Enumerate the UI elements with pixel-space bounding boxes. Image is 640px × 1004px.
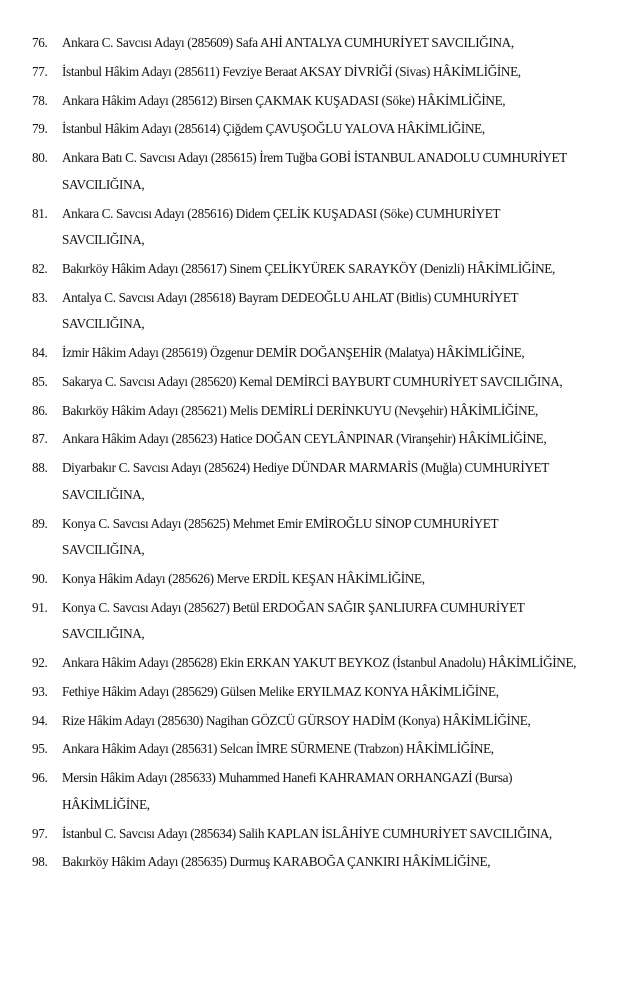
list-item (0, 650, 640, 677)
item-number: 97. (32, 825, 48, 841)
item-text (62, 650, 632, 677)
item-text (62, 116, 632, 143)
item-line: Bakırköy Hâkim Adayı (285621) Melis DEMİRLİ DERİNKUYU (Nevşehir) HÂKİMLİĞİNE, (62, 402, 538, 418)
item-number: 80. (32, 150, 48, 166)
list-item (0, 30, 640, 57)
item-text (62, 88, 632, 115)
item-line: Bakırköy Hâkim Adayı (285617) Sinem ÇELİKYÜREK SARAYKÖY (Denizli) HÂKİMLİĞİNE, (62, 260, 555, 276)
list-item (0, 426, 640, 453)
item-line: Ankara Hâkim Adayı (285628) Ekin ERKAN YAKUT BEYKOZ (İstanbul Anadolu) HÂKİMLİĞİNE, (62, 655, 577, 671)
item-line: Bakırköy Hâkim Adayı (285635) Durmuş KARABOĞA ÇANKIRI HÂKİMLİĞİNE, (62, 854, 491, 870)
item-text (62, 59, 632, 86)
item-line: Mersin Hâkim Adayı (285633) Muhammed Hanefi KAHRAMAN ORHANGAZİ (Bursa) (62, 770, 513, 786)
item-number: 85. (32, 373, 48, 389)
item-line: Antalya C. Savcısı Adayı (285618) Bayram DEDEOĞLU AHLAT (Bitlis) CUMHURİYET (62, 289, 519, 305)
item-line: SAVCILIĞINA, (62, 626, 145, 642)
item-number: 89. (32, 515, 48, 531)
item-number: 91. (32, 599, 48, 615)
item-line: HÂKİMLİĞİNE, (62, 796, 150, 812)
list-item (0, 256, 640, 283)
item-number: 83. (32, 289, 48, 305)
list-item (0, 511, 640, 564)
item-number: 82. (32, 260, 48, 276)
item-line: Ankara Hâkim Adayı (285623) Hatice DOĞAN CEYLÂNPINAR (Viranşehir) HÂKİMLİĞİNE, (62, 431, 547, 447)
item-number: 77. (32, 63, 48, 79)
item-line: SAVCILIĞINA, (62, 176, 145, 192)
item-number: 94. (32, 712, 48, 728)
list-item (0, 116, 640, 143)
list-item (0, 679, 640, 706)
list-item (0, 566, 640, 593)
list-item (0, 201, 640, 254)
item-number: 98. (32, 854, 48, 870)
list-item (0, 708, 640, 735)
item-line: Fethiye Hâkim Adayı (285629) Gülsen Melike ERYILMAZ KONYA HÂKİMLİĞİNE, (62, 683, 499, 699)
item-text (62, 511, 632, 564)
item-number: 96. (32, 770, 48, 786)
item-number: 87. (32, 431, 48, 447)
item-number: 90. (32, 570, 48, 586)
item-line: SAVCILIĞINA, (62, 232, 145, 248)
item-line: İstanbul Hâkim Adayı (285614) Çiğdem ÇAVUŞOĞLU YALOVA HÂKİMLİĞİNE, (62, 121, 485, 137)
item-line: İzmir Hâkim Adayı (285619) Özgenur DEMİR DOĞANŞEHİR (Malatya) HÂKİMLİĞİNE, (62, 345, 525, 361)
list-item (0, 736, 640, 763)
list-item (0, 369, 640, 396)
list-item (0, 145, 640, 198)
list-item (0, 340, 640, 367)
item-text (62, 201, 632, 254)
item-line: Ankara C. Savcısı Adayı (285609) Safa AHİ ANTALYA CUMHURİYET SAVCILIĞINA, (62, 35, 514, 50)
item-text (62, 765, 632, 818)
item-text (62, 369, 632, 396)
item-line: Konya C. Savcısı Adayı (285625) Mehmet Emir EMİROĞLU SİNOP CUMHURİYET (62, 515, 499, 531)
item-text (62, 30, 632, 57)
item-text (62, 821, 632, 848)
item-text (62, 145, 632, 198)
item-text (62, 595, 632, 648)
list-item (0, 88, 640, 115)
item-number: 76. (32, 35, 48, 50)
item-line: SAVCILIĞINA, (62, 486, 145, 502)
item-line: Ankara Hâkim Adayı (285612) Birsen ÇAKMAK KUŞADASI (Söke) HÂKİMLİĞİNE, (62, 92, 506, 108)
item-text (62, 849, 632, 876)
item-text (62, 679, 632, 706)
item-line: Rize Hâkim Adayı (285630) Nagihan GÖZCÜ GÜRSOY HADİM (Konya) HÂKİMLİĞİNE, (62, 712, 531, 728)
list-item (0, 285, 640, 338)
item-number: 78. (32, 92, 48, 108)
appointment-list (0, 30, 640, 878)
item-text (62, 285, 632, 338)
item-number: 84. (32, 345, 48, 361)
list-item (0, 59, 640, 86)
item-line: Ankara Hâkim Adayı (285631) Selcan İMRE SÜRMENE (Trabzon) HÂKİMLİĞİNE, (62, 741, 494, 757)
item-text (62, 256, 632, 283)
item-text (62, 455, 632, 508)
item-number: 93. (32, 683, 48, 699)
item-text (62, 398, 632, 425)
list-item (0, 821, 640, 848)
item-line: Konya C. Savcısı Adayı (285627) Betül ERDOĞAN SAĞIR ŞANLIURFA CUMHURİYET (62, 599, 525, 615)
item-line: Konya Hâkim Adayı (285626) Merve ERDİL KEŞAN HÂKİMLİĞİNE, (62, 570, 425, 586)
item-line: SAVCILIĞINA, (62, 542, 145, 558)
list-item (0, 595, 640, 648)
list-item (0, 765, 640, 818)
item-line: Ankara Batı C. Savcısı Adayı (285615) İrem Tuğba GOBİ İSTANBUL ANADOLU CUMHURİYET (62, 150, 567, 166)
item-number: 92. (32, 655, 48, 671)
item-number: 88. (32, 460, 48, 476)
item-line: Ankara C. Savcısı Adayı (285616) Didem ÇELİK KUŞADASI (Söke) CUMHURİYET (62, 205, 501, 221)
item-line: SAVCILIĞINA, (62, 316, 145, 332)
item-text (62, 566, 632, 593)
item-number: 79. (32, 121, 48, 137)
item-number: 86. (32, 402, 48, 418)
item-line: İstanbul Hâkim Adayı (285611) Fevziye Beraat AKSAY DİVRİĞİ (Sivas) HÂKİMLİĞİNE, (62, 63, 521, 79)
list-item (0, 849, 640, 876)
item-text (62, 426, 632, 453)
item-number: 81. (32, 205, 48, 221)
item-line: İstanbul C. Savcısı Adayı (285634) Salih KAPLAN İSLÂHİYE CUMHURİYET SAVCILIĞINA, (62, 825, 552, 841)
item-text (62, 340, 632, 367)
list-item (0, 398, 640, 425)
item-text (62, 736, 632, 763)
list-item (0, 455, 640, 508)
item-text (62, 708, 632, 735)
item-line: Diyarbakır C. Savcısı Adayı (285624) Hediye DÜNDAR MARMARİS (Muğla) CUMHURİYET (62, 460, 549, 476)
item-number: 95. (32, 741, 48, 757)
item-line: Sakarya C. Savcısı Adayı (285620) Kemal DEMİRCİ BAYBURT CUMHURİYET SAVCILIĞINA, (62, 373, 563, 389)
